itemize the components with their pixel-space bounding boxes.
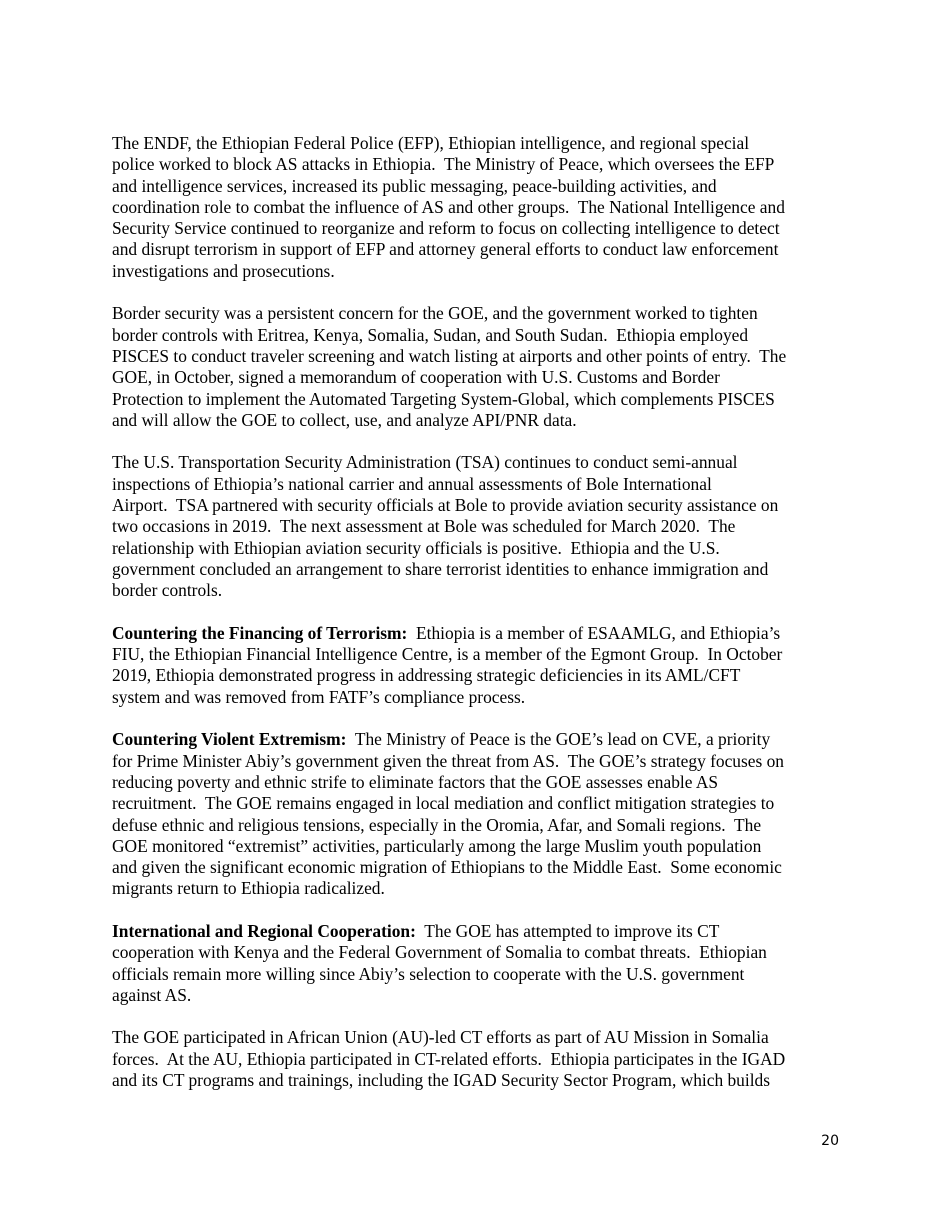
text-line: and its CT programs and trainings, including the IGAD Security Sector Program, which builds bbox=[112, 1070, 771, 1091]
text-line: inspections of Ethiopia’s national carrier and annual assessments of Bole International bbox=[112, 473, 712, 494]
text-line: border controls. bbox=[112, 580, 223, 601]
text-line: FIU, the Ethiopian Financial Intelligence Centre, is a member of the Egmont Group. In October bbox=[112, 644, 783, 665]
page-number: 20 bbox=[821, 1133, 839, 1149]
paragraph-regional-cooperation bbox=[112, 921, 838, 1006]
text-line: cooperation with Kenya and the Federal Government of Somalia to combat threats. Ethiopian bbox=[112, 942, 767, 963]
text-line: relationship with Ethiopian aviation security officials is positive. Ethiopia and the U.S. bbox=[112, 537, 720, 558]
paragraph-african-union bbox=[112, 1027, 838, 1091]
text-line: police worked to block AS attacks in Ethiopia. The Ministry of Peace, which oversees the EFP bbox=[112, 154, 775, 175]
text-line: system and was removed from FATF’s compliance process. bbox=[112, 686, 526, 707]
text-line: The U.S. Transportation Security Administration (TSA) continues to conduct semi-annual bbox=[112, 452, 738, 473]
text-line: coordination role to combat the influence of AS and other groups. The National Intelligence and bbox=[112, 196, 785, 217]
text-line: Protection to implement the Automated Targeting System-Global, which complements PISCES bbox=[112, 388, 775, 409]
text-line: PISCES to conduct traveler screening and watch listing at airports and other points of entry. The bbox=[112, 345, 787, 366]
text-line: The ENDF, the Ethiopian Federal Police (EFP), Ethiopian intelligence, and regional special bbox=[112, 133, 750, 153]
text-line: 2019, Ethiopia demonstrated progress in addressing strategic deficiencies in its AML/CFT bbox=[112, 665, 741, 686]
text-line: Airport. TSA partnered with security officials at Bole to provide aviation security assistance on bbox=[112, 495, 779, 516]
paragraph-security-forces bbox=[112, 133, 838, 282]
text-line bbox=[112, 921, 838, 942]
text-line: GOE, in October, signed a memorandum of cooperation with U.S. Customs and Border bbox=[112, 367, 720, 388]
text-line bbox=[112, 729, 838, 750]
paragraph-financing-terrorism bbox=[112, 623, 838, 708]
text-line: The GOE participated in African Union (AU)-led CT efforts as part of AU Mission in Somalia bbox=[112, 1027, 769, 1048]
paragraph-tsa bbox=[112, 452, 838, 601]
paragraph-violent-extremism bbox=[112, 729, 838, 899]
section-heading-cve: Countering Violent Extremism: bbox=[112, 729, 347, 750]
section-heading-cooperation: International and Regional Cooperation: bbox=[112, 920, 416, 941]
text-line: Border security was a persistent concern for the GOE, and the government worked to tighten bbox=[112, 303, 758, 324]
text-line: forces. At the AU, Ethiopia participated in CT-related efforts. Ethiopia participates in the IGAD bbox=[112, 1048, 786, 1069]
text-line: and will allow the GOE to collect, use, and analyze API/PNR data. bbox=[112, 409, 577, 430]
text-run: Ethiopia is a member of ESAAMLG, and Ethiopia’s bbox=[407, 622, 781, 643]
text-line: for Prime Minister Abiy’s government given the threat from AS. The GOE’s strategy focuses on bbox=[112, 750, 784, 771]
text-line: two occasions in 2019. The next assessment at Bole was scheduled for March 2020. The bbox=[112, 516, 736, 537]
text-line: and given the significant economic migration of Ethiopians to the Middle East. Some economic bbox=[112, 857, 782, 878]
text-line: investigations and prosecutions. bbox=[112, 260, 335, 281]
text-line: border controls with Eritrea, Kenya, Somalia, Sudan, and South Sudan. Ethiopia employed bbox=[112, 324, 749, 345]
text-run: The Ministry of Peace is the GOE’s lead on CVE, a priority bbox=[346, 729, 771, 750]
text-line: Security Service continued to reorganize and reform to focus on collecting intelligence to detect bbox=[112, 218, 780, 239]
text-line: and intelligence services, increased its public messaging, peace-building activities, and bbox=[112, 175, 717, 196]
text-line: against AS. bbox=[112, 984, 192, 1005]
text-line: reducing poverty and ethnic strife to eliminate factors that the GOE assesses enable AS bbox=[112, 771, 719, 792]
paragraph-border-security bbox=[112, 303, 838, 431]
text-line: GOE monitored “extremist” activities, particularly among the large Muslim youth population bbox=[112, 835, 762, 856]
document-body bbox=[112, 133, 838, 1113]
text-line: government concluded an arrangement to share terrorist identities to enhance immigration and bbox=[112, 558, 769, 579]
text-line: defuse ethnic and religious tensions, especially in the Oromia, Afar, and Somali regions. The bbox=[112, 814, 762, 835]
text-line: and disrupt terrorism in support of EFP and attorney general efforts to conduct law enforcement bbox=[112, 239, 779, 260]
text-line: recruitment. The GOE remains engaged in local mediation and conflict mitigation strategies to bbox=[112, 793, 775, 814]
text-run: The GOE has attempted to improve its CT bbox=[415, 920, 720, 941]
section-heading-cft: Countering the Financing of Terrorism: bbox=[112, 622, 408, 643]
text-line bbox=[112, 623, 838, 644]
text-line: officials remain more willing since Abiy’s selection to cooperate with the U.S. government bbox=[112, 963, 745, 984]
text-line: migrants return to Ethiopia radicalized. bbox=[112, 878, 385, 899]
